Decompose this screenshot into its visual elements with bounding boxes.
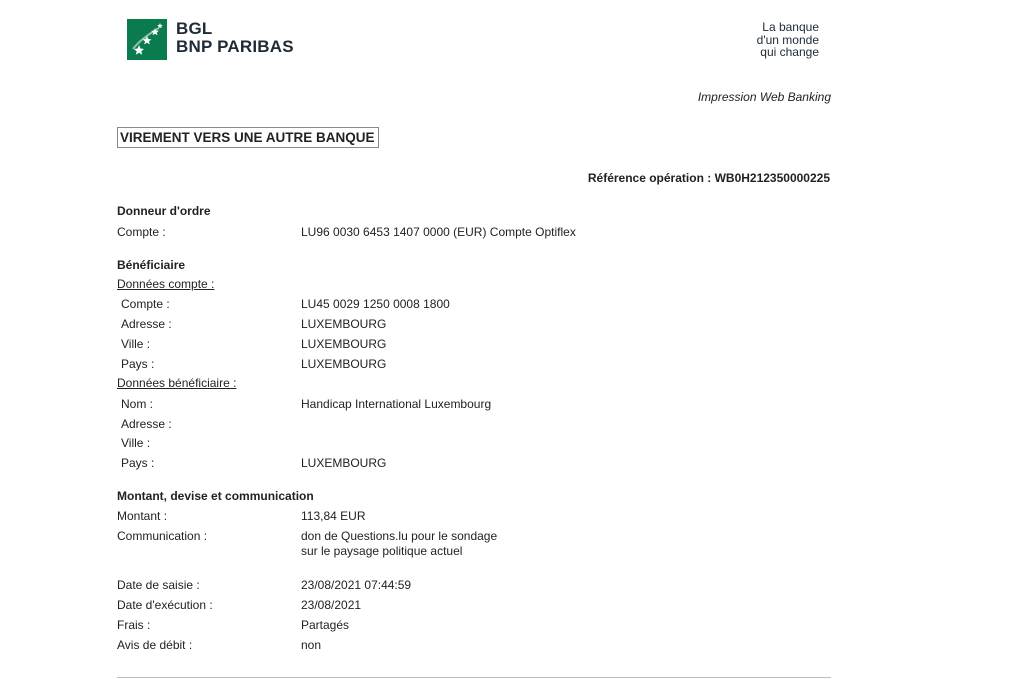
print-label: Impression Web Banking — [697, 90, 831, 104]
field-label: Compte : — [121, 297, 170, 311]
document-title: VIREMENT VERS UNE AUTRE BANQUE — [117, 127, 379, 148]
account-data-title: Données compte : — [117, 277, 215, 291]
bnp-paribas-logo-icon — [127, 19, 167, 60]
tagline — [757, 21, 819, 59]
reference-label: Référence opération : — [587, 171, 712, 185]
communication-line: sur le paysage politique actuel — [301, 544, 463, 558]
field-value: Handicap International Luxembourg — [301, 397, 492, 411]
field-value — [301, 529, 497, 559]
field-value: LUXEMBOURG — [301, 337, 387, 351]
field-label: Compte : — [117, 225, 166, 239]
beneficiary-section-title: Bénéficiaire — [117, 258, 186, 272]
field-label: Pays : — [121, 357, 155, 371]
field-label: Adresse : — [121, 417, 172, 431]
field-label: Date de saisie : — [117, 578, 200, 592]
tagline-line: La banque — [762, 20, 819, 34]
field-label: Nom : — [121, 397, 154, 411]
field-label: Montant : — [117, 509, 168, 523]
field-label: Date d'exécution : — [117, 598, 213, 612]
operation-reference — [588, 171, 830, 185]
field-value: non — [301, 638, 322, 652]
field-value: LU96 0030 6453 1407 0000 (EUR) Compte Optiflex — [301, 225, 576, 239]
field-label: Adresse : — [121, 317, 172, 331]
communication-line: don de Questions.lu pour le sondage — [301, 529, 498, 543]
field-label: Communication : — [117, 529, 208, 543]
tagline-line: d'un monde — [756, 32, 819, 47]
amount-section-title: Montant, devise et communication — [117, 489, 314, 503]
field-label: Frais : — [117, 618, 151, 632]
field-value: LUXEMBOURG — [301, 456, 387, 470]
field-label: Ville : — [121, 436, 151, 450]
field-value: 113,84 EUR — [301, 509, 366, 523]
brand-line1: BGL — [176, 19, 213, 38]
brand-name — [176, 20, 294, 56]
field-value: LU45 0029 1250 0008 1800 — [301, 297, 450, 311]
reference-value: WB0H212350000225 — [714, 171, 830, 185]
page-divider — [117, 677, 831, 678]
field-value: Partagés — [301, 618, 350, 632]
beneficiary-data-title: Données bénéficiaire : — [117, 376, 237, 390]
tagline-line: qui change — [760, 45, 819, 59]
field-label: Pays : — [121, 456, 155, 470]
brand-line2: BNP PARIBAS — [176, 37, 294, 56]
field-label: Avis de débit : — [117, 638, 193, 652]
field-value: 23/08/2021 — [301, 598, 362, 612]
field-value: LUXEMBOURG — [301, 317, 387, 331]
field-label: Ville : — [121, 337, 151, 351]
field-value: 23/08/2021 07:44:59 — [301, 578, 412, 592]
ordering-section-title: Donneur d'ordre — [117, 204, 211, 218]
field-value: LUXEMBOURG — [301, 357, 387, 371]
